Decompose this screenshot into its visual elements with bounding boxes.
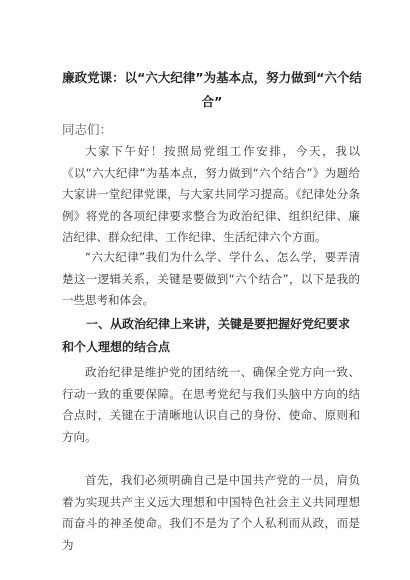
salutation: 同志们： [62, 122, 113, 137]
paragraph-political-discipline: 政治纪律是维护党的团结统一、确保全党方向一致、行动一致的重要保障。在思考党纪与我们头脑中方向的结合点时，关键在于清晰地认识自己的身份、使命、原则和方向。 [62, 365, 360, 444]
document-title: 廉政党课：以“六大纪律”为基本点，努力做到“六个结合” [62, 70, 362, 109]
paragraph-first-point: 首先，我们必须明确自己是中国共产党的一员，肩负着为实现共产主义远大理想和中国特色社会主义共同理想而奋斗的神圣使命。我们不是为了个人私利而从政，而是为 [62, 473, 360, 552]
section-heading-political-discipline: 一、从政治纪律上来讲，关键是要把握好党纪要求和个人理想的结合点 [62, 317, 351, 354]
paragraph-intro: 大家下午好！按照局党组工作安排，今天，我以《以“六大纪律”为基本点，努力做到“六个结合”》为题给大家讲一堂纪律党课，与大家共同学习提高。《纪律处分条例》将党的各项纪律要求整合为政治纪律、组织纪律、廉洁纪律、群众纪律、工作纪律、生活纪律六个方面。 [62, 144, 360, 244]
paragraph-overview: “六大纪律”我们为什么学、学什么、怎么学，要弄清楚这一逻辑关系，关键是要做到“六个结合”，以下是我的一些思考和体会。 [62, 250, 360, 307]
